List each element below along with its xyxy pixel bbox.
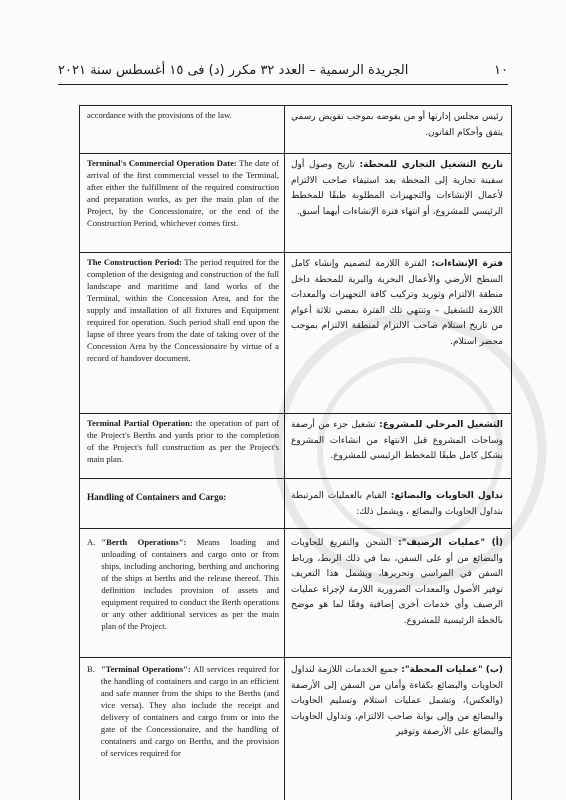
arabic-cell [285, 253, 511, 413]
arabic-body: رئيس مجلس إدارتها أو من يفوضه بموجب تفويض رسمي يتفق وأحكام القانون. [291, 112, 503, 138]
arabic-cell [285, 658, 511, 800]
item-label: B. [87, 664, 95, 674]
english-term: Handling of Containers and Cargo: [87, 492, 227, 502]
english-term: The Construction Period: [87, 257, 182, 267]
english-term: Terminal's Commercial Operation Date: [87, 158, 237, 168]
publication-title: الجريدة الرسمية – العدد ٣٢ مكرر (د) فى ١٥ أغسطس سنة ٢٠٢١ [58, 62, 409, 78]
english-term: Terminal Partial Operation: [87, 418, 193, 428]
arabic-term: فترة الإنشاءات: [431, 259, 503, 269]
english-cell [80, 253, 285, 413]
arabic-term: التشغيل المرحلي للمشروع: [379, 420, 503, 430]
item-label: (ب) [485, 665, 503, 675]
arabic-body: القيام بالعمليات المرتبطة بتداول الحاويات والبضائع ، ويشمل ذلك: [291, 491, 503, 517]
arabic-cell [285, 479, 511, 528]
arabic-term: تاريخ التشغيل التجاري للمحطة: [359, 160, 503, 170]
arabic-body: الفترة اللازمة لتصميم وإنشاء كامل السطح الأرضي والأعمال البحرية والبرية للمحطة داخل منطقة الالتزام وتوريد وتركيب كافة التجهيزات والمعدات اللازمة للتشغيل – وتنتهي تلك الفترة بمضي ثلاثة أعوام من تاريخ استلام صاحب الالتزام لمنطقة الالتزام بموجب محضر استلام. [291, 259, 503, 347]
definitions-table [79, 105, 512, 800]
arabic-body: جميع الخدمات اللازمة لتداول الحاويات والبضائع بكفاءة وأمان من السفن إلى الأرصفة (والعكس)، وتشمل عمليات استلام وتسليم الحاويات والبضائع من وإلى بوابة صاحب الالتزام، وتداول الحاويات والبضائع على الأرصفة وتوفير [291, 665, 503, 737]
english-body: Means loading and unloading of containers and cargo onto or from ships, including anchoring, berthing and anchoring of the ships at berths and the release thereof. This definition includes provision of assets and equipment required to conduct the Berth operations or any other additional services as per the main plan of the Project. [101, 537, 279, 631]
sub-item [87, 663, 279, 759]
table-row [80, 529, 511, 658]
arabic-cell [285, 154, 511, 252]
english-body: the operation of part of the Project's Berths and yards prior to the completion of the Project's full construction as per the Project's main plan. [87, 418, 280, 464]
english-cell [80, 479, 285, 528]
arabic-cell [285, 529, 511, 657]
sub-item [87, 536, 279, 632]
arabic-term: "عمليات الرصيف": [398, 538, 486, 548]
page-header [58, 60, 508, 80]
english-cell [80, 658, 285, 800]
english-cell [80, 414, 285, 478]
table-row [80, 658, 511, 800]
arabic-cell [285, 414, 511, 478]
arabic-body: الشحن والتفريغ للحاويات والبضائع من أو على السفن، بما في ذلك الربط، ورباط السفن في المراسي وتحريرها، ويشمل هذا التعريف توفير الأصول والمعدات الضرورية اللازمة لإجراء عمليات الرصيف وأي خدمات أخرى إضافية وفقًا لما هو موضح بالخطة الرئيسية للمشروع. [291, 538, 503, 626]
page-number: ١٠ [494, 62, 508, 78]
english-term: "Terminal Operations": [100, 664, 191, 674]
header-rule [58, 84, 508, 85]
item-label: A. [87, 537, 96, 547]
english-body: The date of arrival of the first commercial vessel to the Terminal, after either the fulfillment of the required construction and preparation works, as per the main plan of the Project, by the Concessionaire, or the end of the Construction Period, whichever comes first. [87, 158, 279, 228]
table-row [80, 479, 511, 529]
item-label: (أ) [491, 538, 503, 548]
table-row [80, 106, 511, 154]
english-body: The period required for the completion of the designing and construction of the full landscape and maritime and land works of the Terminal, within the Concession Area, and for the supply and installation of all fixtures and Equipment required for operation. Such period shall end upon the lapse of three years from the date of taking over of the Concession Area by the Concessionaire by virtue of a record of handover document. [87, 257, 279, 363]
arabic-term: "عمليات المحطة": [401, 665, 483, 675]
table-row [80, 414, 511, 479]
english-body: accordance with the provisions of the law. [87, 110, 232, 120]
arabic-term: تداول الحاويات والبضائع: [390, 491, 503, 501]
table-row [80, 253, 511, 414]
arabic-body: تشغيل جزء من أرصفة وساحات المشروع قبل الانتهاء من انشاءات المشروع بشكل كامل طبقًا للمخطط الرئيسي للمشروع. [291, 420, 503, 461]
english-cell [80, 529, 285, 657]
english-body: All services required for the handling of containers and cargo in an efficient and safe manner from the ships to the Berths (and vice versa). They also include the receipt and delivery of containers and cargo from or into the gate of the Concessionaire, and the handling of containers and cargo on Berths, and the provision of services required for [100, 664, 279, 758]
arabic-cell [285, 106, 511, 153]
english-cell [80, 154, 285, 252]
table-row [80, 154, 511, 253]
english-cell [80, 106, 285, 153]
english-term: "Berth Operations": [101, 537, 187, 547]
arabic-body: تاريخ وصول أول سفينة تجارية إلى المحطة بعد استيفاء صاحب الالتزام لأعمال الإنشاءات والتجهيزات المطلوبة طبقًا للمخطط الرئيسي للمشروع، أو انتهاء فترة الإنشاءات أيهما أسبق. [291, 160, 503, 217]
